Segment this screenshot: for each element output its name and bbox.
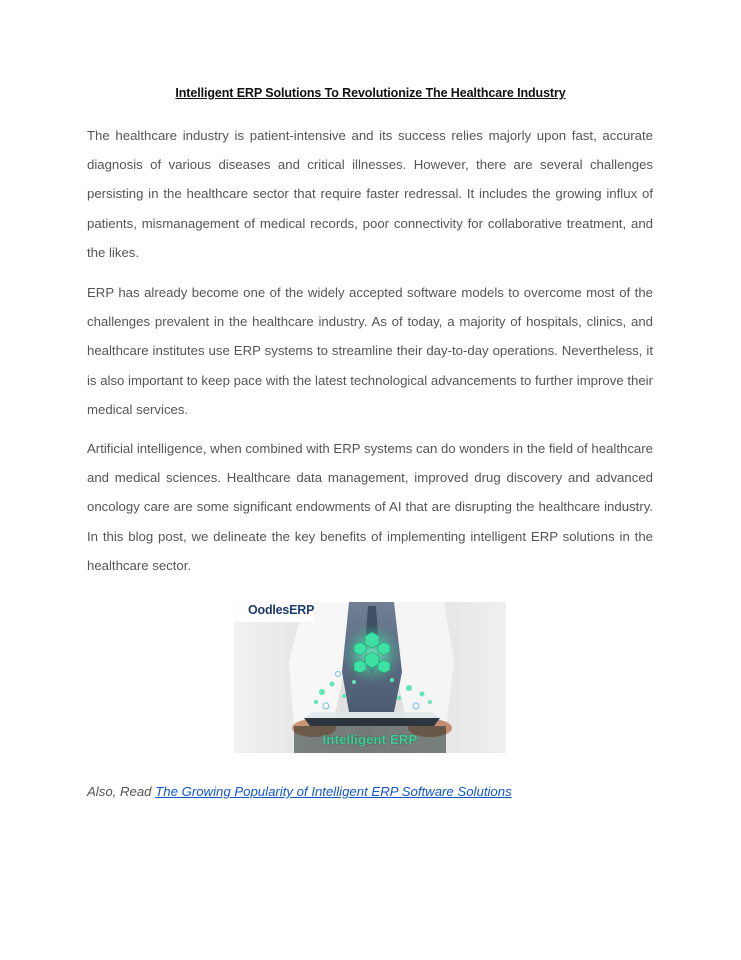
also-read-line	[87, 784, 512, 799]
brand-logo-text: OodlesERP	[248, 603, 315, 617]
page-title: Intelligent ERP Solutions To Revolutionize The Healthcare Industry	[175, 86, 566, 100]
paragraph-erp: ERP has already become one of the widely accepted software models to overcome most of the challenges prevalent in the healthcare industry. As of today, a majority of hospitals, clinics, and healthcare institutes use ERP systems to streamline their day-to-day operations. Nevertheless, it is also important to keep pace with the latest technological advancements to further improve their medical services.	[87, 285, 653, 417]
hero-illustration	[234, 602, 506, 753]
paragraph-ai: Artificial intelligence, when combined with ERP systems can do wonders in the field of healthcare and medical sciences. Healthcare data management, improved drug discovery and advanced oncology care are some significant endowments of AI that are disrupting the healthcare industry. In this blog post, we delineate the key benefits of implementing intelligent ERP solutions in the healthcare sector.	[87, 441, 653, 573]
hero-image	[234, 602, 506, 753]
hero-caption: Intelligent ERP	[322, 732, 418, 747]
brand-logo	[234, 602, 314, 622]
also-read-link[interactable]: The Growing Popularity of Intelligent ERP Software Solutions	[155, 784, 512, 799]
also-read-prefix: Also, Read	[87, 784, 156, 799]
paragraph-intro: The healthcare industry is patient-intensive and its success relies majorly upon fast, accurate diagnosis of various diseases and critical illnesses. However, there are several challenges persisting in the healthcare sector that require faster redressal. It includes the growing influx of patients, mismanagement of medical records, poor connectivity for collaborative treatment, and the likes.	[87, 128, 653, 260]
